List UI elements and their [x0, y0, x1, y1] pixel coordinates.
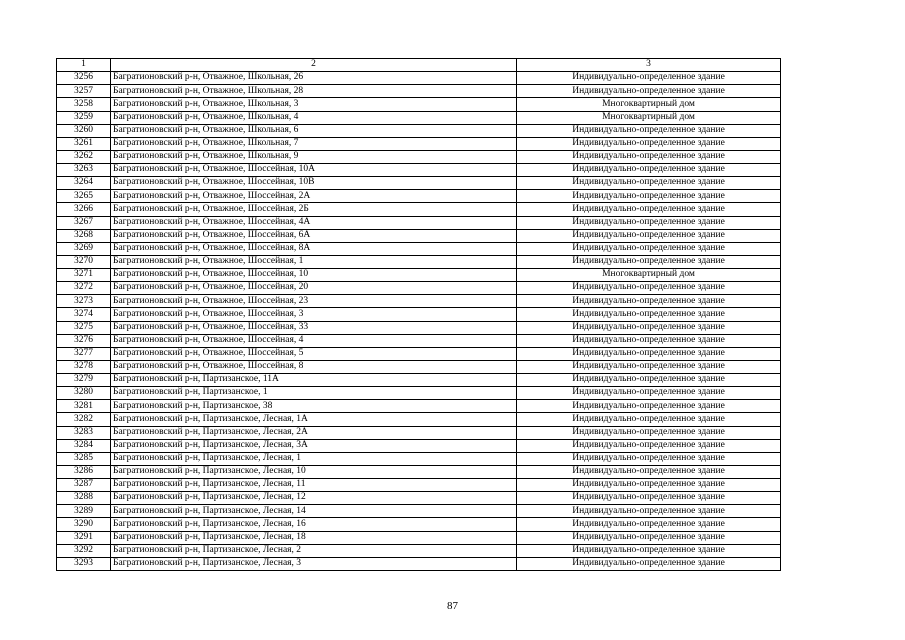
row-number-cell: 3292	[57, 544, 111, 557]
table-row	[57, 111, 781, 124]
row-address-cell: Багратионовский р-н, Отважное, Шоссейная, 20	[111, 282, 517, 295]
row-address-cell: Багратионовский р-н, Партизанское, Лесная, 2А	[111, 426, 517, 439]
row-type-cell: Индивидуально-определенное здание	[517, 72, 781, 85]
row-number-cell: 3273	[57, 295, 111, 308]
row-address-cell: Багратионовский р-н, Отважное, Школьная, 6	[111, 124, 517, 137]
row-number-cell: 3275	[57, 321, 111, 334]
row-address-cell: Багратионовский р-н, Отважное, Школьная, 28	[111, 85, 517, 98]
row-type-cell: Индивидуально-определенное здание	[517, 190, 781, 203]
table-row	[57, 518, 781, 531]
row-address-cell: Багратионовский р-н, Партизанское, 11А	[111, 374, 517, 387]
row-address-cell: Багратионовский р-н, Отважное, Шоссейная, 4	[111, 334, 517, 347]
row-number-cell: 3263	[57, 164, 111, 177]
table-row	[57, 465, 781, 478]
row-number-cell: 3276	[57, 334, 111, 347]
row-number-cell: 3288	[57, 492, 111, 505]
row-address-cell: Багратионовский р-н, Партизанское, Лесная, 11	[111, 479, 517, 492]
table-row	[57, 85, 781, 98]
table-row	[57, 190, 781, 203]
row-type-cell: Индивидуально-определенное здание	[517, 557, 781, 570]
row-type-cell: Многоквартирный дом	[517, 111, 781, 124]
row-number-cell: 3270	[57, 255, 111, 268]
table-row	[57, 164, 781, 177]
row-address-cell: Багратионовский р-н, Отважное, Шоссейная, 8	[111, 360, 517, 373]
row-address-cell: Багратионовский р-н, Партизанское, Лесная, 3А	[111, 439, 517, 452]
row-type-cell: Индивидуально-определенное здание	[517, 242, 781, 255]
table-row	[57, 439, 781, 452]
row-address-cell: Багратионовский р-н, Отважное, Шоссейная, 3	[111, 308, 517, 321]
table-row	[57, 479, 781, 492]
row-type-cell: Индивидуально-определенное здание	[517, 479, 781, 492]
row-number-cell: 3256	[57, 72, 111, 85]
row-type-cell: Индивидуально-определенное здание	[517, 124, 781, 137]
row-address-cell: Багратионовский р-н, Отважное, Шоссейная, 6А	[111, 229, 517, 242]
table-row	[57, 531, 781, 544]
row-number-cell: 3282	[57, 413, 111, 426]
row-number-cell: 3277	[57, 347, 111, 360]
row-type-cell: Индивидуально-определенное здание	[517, 400, 781, 413]
row-number-cell: 3278	[57, 360, 111, 373]
row-type-cell: Индивидуально-определенное здание	[517, 374, 781, 387]
row-address-cell: Багратионовский р-н, Партизанское, Лесная, 12	[111, 492, 517, 505]
row-address-cell: Багратионовский р-н, Партизанское, Лесная, 10	[111, 465, 517, 478]
row-type-cell: Индивидуально-определенное здание	[517, 360, 781, 373]
table-row	[57, 387, 781, 400]
row-address-cell: Багратионовский р-н, Отважное, Шоссейная, 2Б	[111, 203, 517, 216]
row-number-cell: 3290	[57, 518, 111, 531]
row-type-cell: Индивидуально-определенное здание	[517, 465, 781, 478]
row-type-cell: Индивидуально-определенное здание	[517, 255, 781, 268]
table-row	[57, 347, 781, 360]
row-type-cell: Индивидуально-определенное здание	[517, 137, 781, 150]
row-type-cell: Индивидуально-определенное здание	[517, 452, 781, 465]
row-address-cell: Багратионовский р-н, Партизанское, Лесная, 3	[111, 557, 517, 570]
row-type-cell: Индивидуально-определенное здание	[517, 85, 781, 98]
column-header-type: 3	[517, 59, 781, 72]
table-row	[57, 321, 781, 334]
row-number-cell: 3264	[57, 177, 111, 190]
table-row	[57, 72, 781, 85]
row-number-cell: 3261	[57, 137, 111, 150]
row-address-cell: Багратионовский р-н, Отважное, Школьная, 7	[111, 137, 517, 150]
row-number-cell: 3283	[57, 426, 111, 439]
row-number-cell: 3268	[57, 229, 111, 242]
row-number-cell: 3289	[57, 505, 111, 518]
row-type-cell: Индивидуально-определенное здание	[517, 164, 781, 177]
row-type-cell: Индивидуально-определенное здание	[517, 413, 781, 426]
table-row	[57, 216, 781, 229]
page-number: 87	[447, 600, 458, 612]
row-number-cell: 3287	[57, 479, 111, 492]
row-number-cell: 3293	[57, 557, 111, 570]
row-address-cell: Багратионовский р-н, Партизанское, 1	[111, 387, 517, 400]
row-address-cell: Багратионовский р-н, Партизанское, 38	[111, 400, 517, 413]
row-type-cell: Индивидуально-определенное здание	[517, 518, 781, 531]
row-number-cell: 3257	[57, 85, 111, 98]
row-address-cell: Багратионовский р-н, Отважное, Шоссейная, 10В	[111, 177, 517, 190]
row-number-cell: 3259	[57, 111, 111, 124]
row-number-cell: 3260	[57, 124, 111, 137]
registry-table	[56, 58, 781, 571]
table-row	[57, 400, 781, 413]
row-type-cell: Индивидуально-определенное здание	[517, 347, 781, 360]
table-row	[57, 557, 781, 570]
table-row	[57, 426, 781, 439]
table-row	[57, 492, 781, 505]
row-type-cell: Индивидуально-определенное здание	[517, 282, 781, 295]
row-address-cell: Багратионовский р-н, Отважное, Шоссейная, 10	[111, 269, 517, 282]
row-address-cell: Багратионовский р-н, Отважное, Школьная, 3	[111, 98, 517, 111]
row-number-cell: 3267	[57, 216, 111, 229]
row-address-cell: Багратионовский р-н, Партизанское, Лесная, 18	[111, 531, 517, 544]
table-row	[57, 452, 781, 465]
row-number-cell: 3269	[57, 242, 111, 255]
row-address-cell: Багратионовский р-н, Партизанское, Лесная, 1А	[111, 413, 517, 426]
table-header-row	[57, 59, 781, 72]
row-number-cell: 3280	[57, 387, 111, 400]
row-number-cell: 3284	[57, 439, 111, 452]
row-type-cell: Многоквартирный дом	[517, 98, 781, 111]
row-address-cell: Багратионовский р-н, Отважное, Школьная, 26	[111, 72, 517, 85]
table-row	[57, 269, 781, 282]
table-row	[57, 229, 781, 242]
table-row	[57, 308, 781, 321]
table-row	[57, 242, 781, 255]
row-address-cell: Багратионовский р-н, Отважное, Шоссейная, 23	[111, 295, 517, 308]
table-row	[57, 295, 781, 308]
row-type-cell: Индивидуально-определенное здание	[517, 321, 781, 334]
row-type-cell: Многоквартирный дом	[517, 269, 781, 282]
row-number-cell: 3281	[57, 400, 111, 413]
row-address-cell: Багратионовский р-н, Отважное, Школьная, 4	[111, 111, 517, 124]
table-body	[57, 72, 781, 571]
row-address-cell: Багратионовский р-н, Отважное, Шоссейная, 8А	[111, 242, 517, 255]
row-type-cell: Индивидуально-определенное здание	[517, 308, 781, 321]
table-row	[57, 150, 781, 163]
row-number-cell: 3286	[57, 465, 111, 478]
row-number-cell: 3265	[57, 190, 111, 203]
row-number-cell: 3272	[57, 282, 111, 295]
row-type-cell: Индивидуально-определенное здание	[517, 334, 781, 347]
row-type-cell: Индивидуально-определенное здание	[517, 229, 781, 242]
row-type-cell: Индивидуально-определенное здание	[517, 505, 781, 518]
row-type-cell: Индивидуально-определенное здание	[517, 439, 781, 452]
row-type-cell: Индивидуально-определенное здание	[517, 177, 781, 190]
row-number-cell: 3266	[57, 203, 111, 216]
row-address-cell: Багратионовский р-н, Партизанское, Лесная, 16	[111, 518, 517, 531]
row-type-cell: Индивидуально-определенное здание	[517, 426, 781, 439]
table-row	[57, 544, 781, 557]
table-row	[57, 203, 781, 216]
row-type-cell: Индивидуально-определенное здание	[517, 150, 781, 163]
row-address-cell: Багратионовский р-н, Партизанское, Лесная, 2	[111, 544, 517, 557]
table-row	[57, 505, 781, 518]
table-row	[57, 413, 781, 426]
row-number-cell: 3258	[57, 98, 111, 111]
row-type-cell: Индивидуально-определенное здание	[517, 387, 781, 400]
row-type-cell: Индивидуально-определенное здание	[517, 216, 781, 229]
row-type-cell: Индивидуально-определенное здание	[517, 492, 781, 505]
table-row	[57, 334, 781, 347]
row-address-cell: Багратионовский р-н, Отважное, Шоссейная, 5	[111, 347, 517, 360]
row-address-cell: Багратионовский р-н, Партизанское, Лесная, 14	[111, 505, 517, 518]
row-address-cell: Багратионовский р-н, Отважное, Шоссейная, 33	[111, 321, 517, 334]
row-number-cell: 3291	[57, 531, 111, 544]
row-address-cell: Багратионовский р-н, Отважное, Шоссейная, 2А	[111, 190, 517, 203]
table-row	[57, 98, 781, 111]
row-address-cell: Багратионовский р-н, Партизанское, Лесная, 1	[111, 452, 517, 465]
row-type-cell: Индивидуально-определенное здание	[517, 203, 781, 216]
row-number-cell: 3279	[57, 374, 111, 387]
row-type-cell: Индивидуально-определенное здание	[517, 531, 781, 544]
table-row	[57, 255, 781, 268]
row-type-cell: Индивидуально-определенное здание	[517, 295, 781, 308]
table-row	[57, 137, 781, 150]
column-header-address: 2	[111, 59, 517, 72]
table-row	[57, 282, 781, 295]
row-address-cell: Багратионовский р-н, Отважное, Шоссейная, 4А	[111, 216, 517, 229]
row-address-cell: Багратионовский р-н, Отважное, Шоссейная, 1	[111, 255, 517, 268]
row-address-cell: Багратионовский р-н, Отважное, Школьная, 9	[111, 150, 517, 163]
table-row	[57, 374, 781, 387]
table-row	[57, 360, 781, 373]
column-header-number: 1	[57, 59, 111, 72]
table-row	[57, 124, 781, 137]
row-number-cell: 3262	[57, 150, 111, 163]
row-number-cell: 3285	[57, 452, 111, 465]
table-row	[57, 177, 781, 190]
row-number-cell: 3271	[57, 269, 111, 282]
row-address-cell: Багратионовский р-н, Отважное, Шоссейная, 10А	[111, 164, 517, 177]
row-type-cell: Индивидуально-определенное здание	[517, 544, 781, 557]
row-number-cell: 3274	[57, 308, 111, 321]
